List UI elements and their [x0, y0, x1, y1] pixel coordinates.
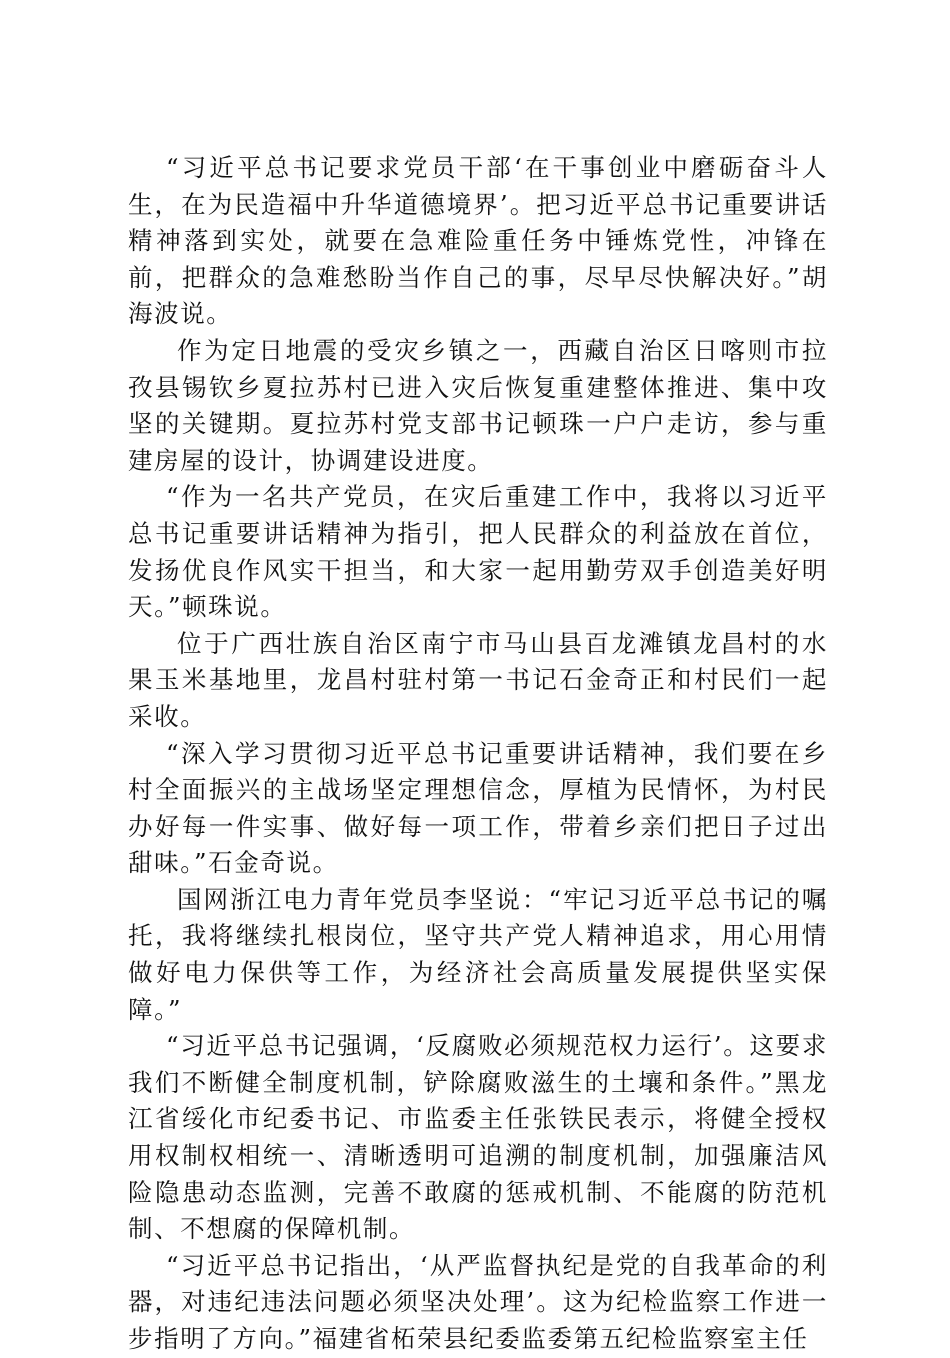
paragraph-6: 国网浙江电力青年党员李坚说：“牢记习近平总书记的嘱托，我将继续扎根岗位，坚守共产党人精神追求，用心用情做好电力保供等工作，为经济社会高质量发展提供坚实保障。” [128, 884, 828, 1024]
paragraph-7: “习近平总书记强调，‘反腐败必须规范权力运行’。这要求我们不断健全制度机制，铲除腐败滋生的土壤和条件。”黑龙江省绥化市纪委书记、市监委主任张铁民表示，将健全授权用权制权相统一、清晰透明可追溯的制度机制，加强廉洁风险隐患动态监测，完善不敢腐的惩戒机制、不能腐的防范机制、不想腐的保障机制。 [128, 1031, 828, 1244]
paragraph-2: 作为定日地震的受灾乡镇之一，西藏自治区日喀则市拉孜县锡钦乡夏拉苏村已进入灾后恢复重建整体推进、集中攻坚的关键期。夏拉苏村党支部书记顿珠一户户走访，参与重建房屋的设计，协调建设进度。 [128, 335, 828, 475]
paragraph-5: “深入学习贯彻习近平总书记重要讲话精神，我们要在乡村全面振兴的主战场坚定理想信念，厚植为民情怀，为村民办好每一件实事、做好每一项工作，带着乡亲们把日子过出甜味。”石金奇说。 [128, 738, 828, 878]
paragraph-4: 位于广西壮族自治区南宁市马山县百龙滩镇龙昌村的水果玉米基地里，龙昌村驻村第一书记石金奇正和村民们一起采收。 [128, 628, 828, 731]
paragraph-1: “习近平总书记要求党员干部‘在干事创业中磨砺奋斗人生，在为民造福中升华道德境界’。把习近平总书记重要讲话精神落到实处，就要在急难险重任务中锤炼党性，冲锋在前，把群众的急难愁盼当作自己的事，尽早尽快解决好。”胡海波说。 [128, 153, 828, 329]
paragraph-8: “习近平总书记指出，‘从严监督执纪是党的自我革命的利器，对违纪违法问题必须坚决处理’。这为纪检监察工作进一步指明了方向。”福建省柘荣县纪委监委第五纪检监察室主任 [128, 1250, 828, 1353]
article-body [128, 150, 828, 1358]
paragraph-3: “作为一名共产党员，在灾后重建工作中，我将以习近平总书记重要讲话精神为指引，把人民群众的利益放在首位，发扬优良作风实干担当，和大家一起用勤劳双手创造美好明天。”顿珠说。 [128, 482, 828, 622]
